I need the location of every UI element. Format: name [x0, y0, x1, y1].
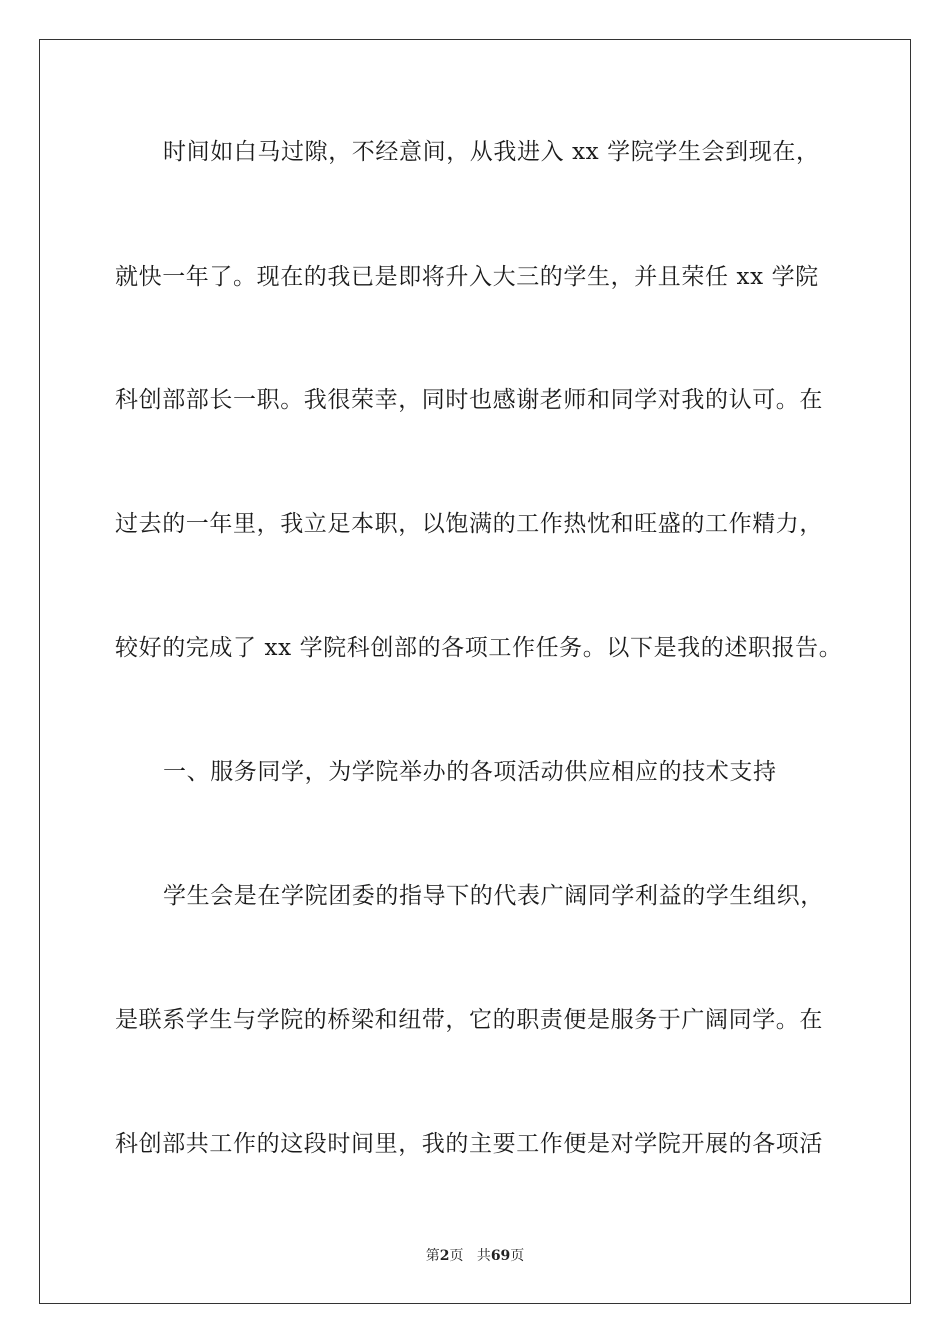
paragraph-line: 就快一年了。现在的我已是即将升入大三的学生，并且荣任 xx 学院 [115, 264, 819, 290]
total-suffix: 页 [510, 1248, 525, 1264]
paragraph-line: 时间如白马过隙，不经意间，从我进入 xx 学院学生会到现在， [163, 139, 820, 165]
paragraph-line: 过去的一年里，我立足本职，以饱满的工作热忱和旺盛的工作精力， [115, 511, 823, 537]
page-footer [0, 1247, 950, 1265]
paragraph-line: 科创部共工作的这段时间里，我的主要工作便是对学院开展的各项活 [115, 1131, 823, 1157]
paragraph-line: 学生会是在学院团委的指导下的代表广阔同学利益的学生组织， [163, 883, 824, 909]
paragraph-line: 是联系学生与学院的桥梁和纽带，它的职责便是服务于广阔同学。在 [115, 1007, 823, 1033]
page-border [39, 39, 911, 1304]
total-prefix: 共 [476, 1248, 491, 1264]
page-number: 2 [439, 1248, 450, 1264]
paragraph-line: 较好的完成了 xx 学院科创部的各项工作任务。以下是我的述职报告。 [115, 635, 843, 661]
page-prefix: 第 [425, 1248, 440, 1264]
total-pages: 69 [490, 1248, 511, 1264]
paragraph-line: 科创部部长一职。我很荣幸，同时也感谢老师和同学对我的认可。在 [115, 387, 823, 413]
page-suffix: 页 [449, 1248, 464, 1264]
section-heading: 一、服务同学，为学院举办的各项活动供应相应的技术支持 [163, 759, 777, 785]
